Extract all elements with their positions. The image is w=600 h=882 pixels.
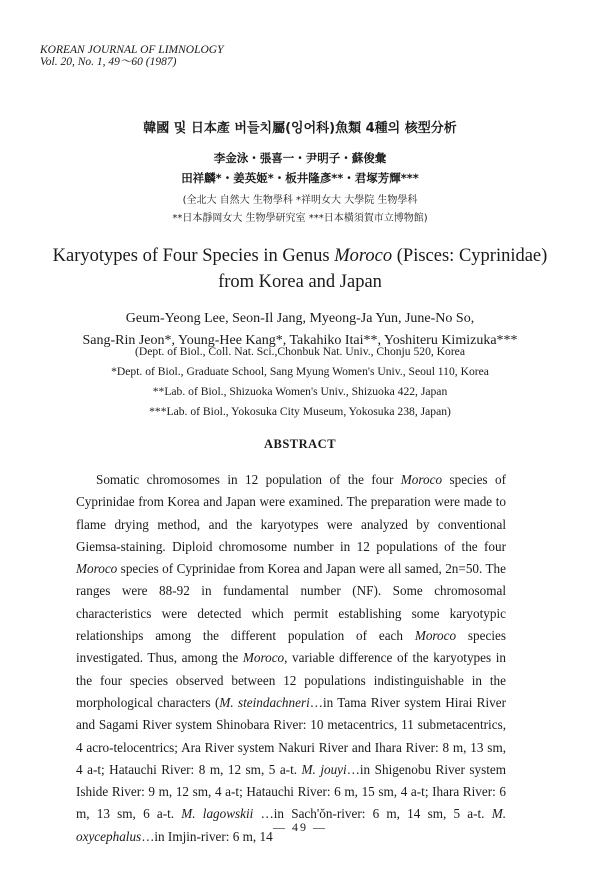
korean-affiliation-line2: **日本靜岡女大 生物學研究室 ***日本橫須賀市立博物館) [172,213,428,224]
title-genus: Moroco [334,246,393,266]
english-affiliations [0,342,600,422]
english-authors-line1: Geum-Yeong Lee, Seon-Il Jang, Myeong-Ja Yun, June-No So, [125,311,475,326]
affiliation-line3: **Lab. of Biol., Shizuoka Women's Univ., Shizuoka 422, Japan [152,385,448,398]
english-authors-line2: Sang-Rin Jeon*, Young-Hee Kang*, Takahiko Itai**, Yoshiteru Kimizuka*** [82,333,518,348]
korean-authors-line1: 李金泳・張喜一・尹明子・蘇俊彙 [213,151,387,165]
journal-citation: Vol. 20, No. 1, 49～60 (1987) [40,56,177,68]
english-title: Karyotypes of Four Species in Genus Moroco (Pisces: Cyprinidae) from Korea and Japan [52,246,548,292]
affiliation-line1: (Dept. of Biol., Coll. Nat. Sci.,Chonbuk Nat. Univ., Chonju 520, Korea [135,345,465,358]
affiliation-line2: *Dept. of Biol., Graduate School, Sang Myung Women's Univ., Seoul 110, Korea [111,365,489,378]
abstract-paragraph: Somatic chromosomes in 12 population of the four Moroco species of Cyprinidae from Korea and Japan were examined. The preparation were made to flame drying method, and the karyotypes were analyzed by conventional Giemsa-staining. Diploid chromosome number in 12 populations of the four Moroco species of Cyprinidae from Korea and Japan were all samed, 2n=50. The ranges were 88-92 in fundamental number (NF). Some chromosomal characteristics were detected which permit establishing some karyotypic relationships among the different population of each Moroco species investigated. Thus, among the Moroco, variable difference of the karyotypes in the four species observed between 12 populations indistinguishable in the morphological characters (M. steindachneri…in Tama River system Hirai River and Sagami River system Shinobara River: 10 metacentrics, 11 submetacentrics, 4 acro-telocentrics; Ara River system Nakuri River and Ihara River: 8 m, 13 sm, 4 a-t; Hatauchi River: 8 m, 12 sm, 5 a-t. M. jouyi…in Shigenobu River system Ishide River: 9 m, 12 sm, 4 a-t; Hatauchi River: 6 m, 15 sm, 4 a-t; Ihara River: 6 m, 13 sm, 6 a-t. M. lagowskii …in Sach'ŏn-river: 6 m, 14 sm, 5 a-t. M. oxycephalus…in Imjin-river: 6 m, 14 [76,472,506,844]
korean-affiliation-line1: (全北大 自然大 生物學科 *祥明女大 大學院 生物學科 [182,195,418,206]
korean-authors-line2: 田祥麟*・姜英姬*・板井隆彥**・君塚芳輝*** [181,171,419,185]
affiliation-line4: ***Lab. of Biol., Yokosuka City Museum, Yokosuka 238, Japan) [149,405,451,418]
journal-name: KOREAN JOURNAL OF LIMNOLOGY [40,44,224,56]
abstract-heading: ABSTRACT [263,437,337,451]
english-title-line2: from Korea and Japan [218,272,382,292]
korean-title: 韓國 및 日本產 버들치屬(잉어科)魚類 4種의 核型分析 [143,121,457,136]
abstract-body [76,469,506,848]
journal-header [40,44,223,68]
page-number: — 49 — [273,820,327,834]
